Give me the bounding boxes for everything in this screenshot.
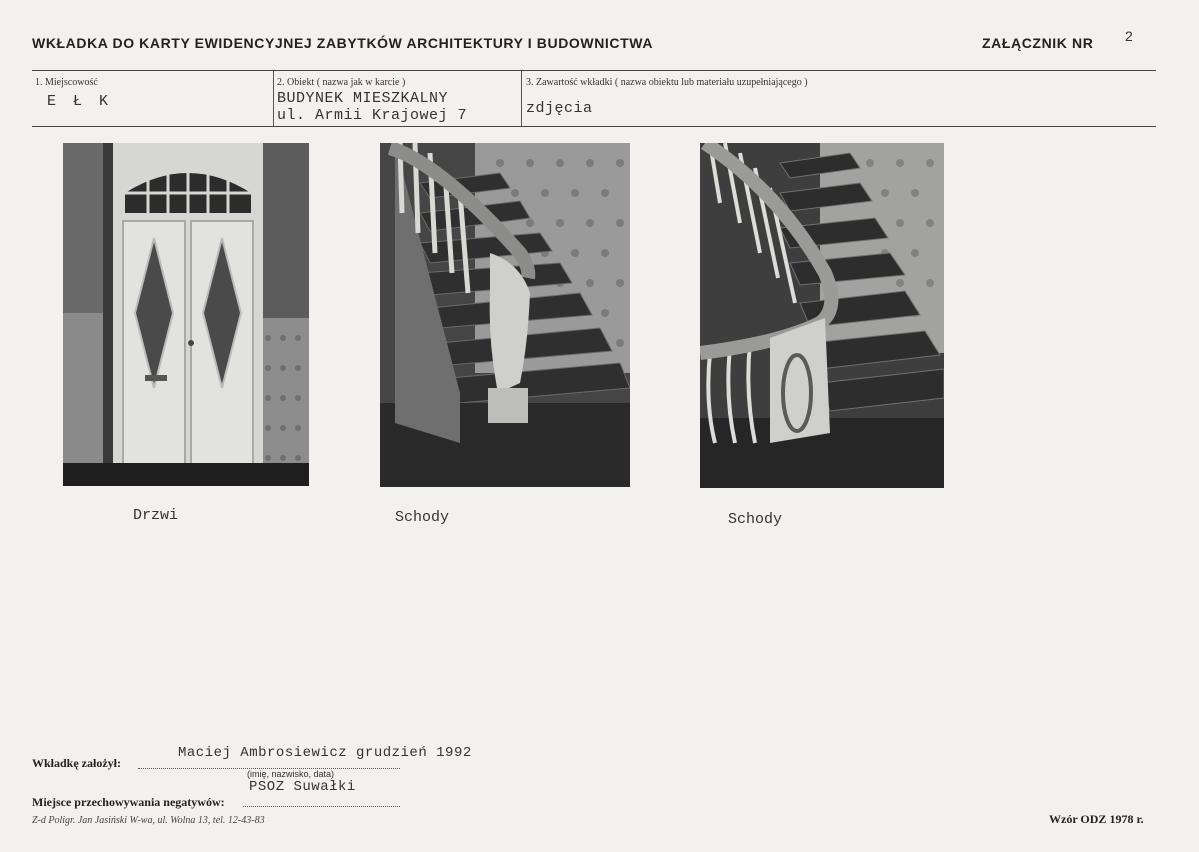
object-value-line2: ul. Armii Krajowej 7 xyxy=(277,107,468,124)
object-value-line1: BUDYNEK MIESZKALNY xyxy=(277,90,449,107)
stairs-photo-2 xyxy=(700,143,944,488)
negatives-dotted-line xyxy=(243,806,400,807)
form-version: Wzór ODZ 1978 r. xyxy=(1049,812,1144,826)
object-label: 2. Obiekt ( nazwa jak w karcie ) xyxy=(277,77,406,88)
annex-label: ZAŁĄCZNIK NR xyxy=(982,35,1094,51)
header-top-rule xyxy=(32,70,1156,71)
locality-label: 1. Miejscowość xyxy=(35,77,98,88)
locality-value: E Ł K xyxy=(47,93,113,110)
stairs-photo-1 xyxy=(380,143,630,487)
author-value: Maciej Ambrosiewicz grudzień 1992 xyxy=(178,745,472,761)
author-hint: (imię, nazwisko, data) xyxy=(247,769,335,779)
content-value: zdjęcia xyxy=(526,100,593,117)
content-label: 3. Zawartość wkładki ( nazwa obiektu lub materiału uzupełniającego ) xyxy=(526,77,808,88)
author-label: Wkładkę założył: xyxy=(32,756,121,770)
negatives-value: PSOZ Suwałki xyxy=(249,779,356,795)
photo-caption-3: Schody xyxy=(728,511,783,528)
header-bottom-rule xyxy=(32,126,1156,127)
door-photo xyxy=(63,143,309,486)
form-title: WKŁADKA DO KARTY EWIDENCYJNEJ ZABYTKÓW ARCHITEKTURY I BUDOWNICTWA xyxy=(32,35,654,51)
negatives-label: Miejsce przechowywania negatywów: xyxy=(32,795,225,809)
field-divider-2 xyxy=(521,70,522,126)
photo-caption-2: Schody xyxy=(395,509,450,526)
annex-number: 2 xyxy=(1125,28,1133,44)
printer-imprint: Z-d Poligr. Jan Jasiński W-wa, ul. Wolna 13, tel. 12-43-83 xyxy=(32,815,265,826)
field-divider-1 xyxy=(273,70,274,126)
photo-caption-1: Drzwi xyxy=(133,507,179,524)
